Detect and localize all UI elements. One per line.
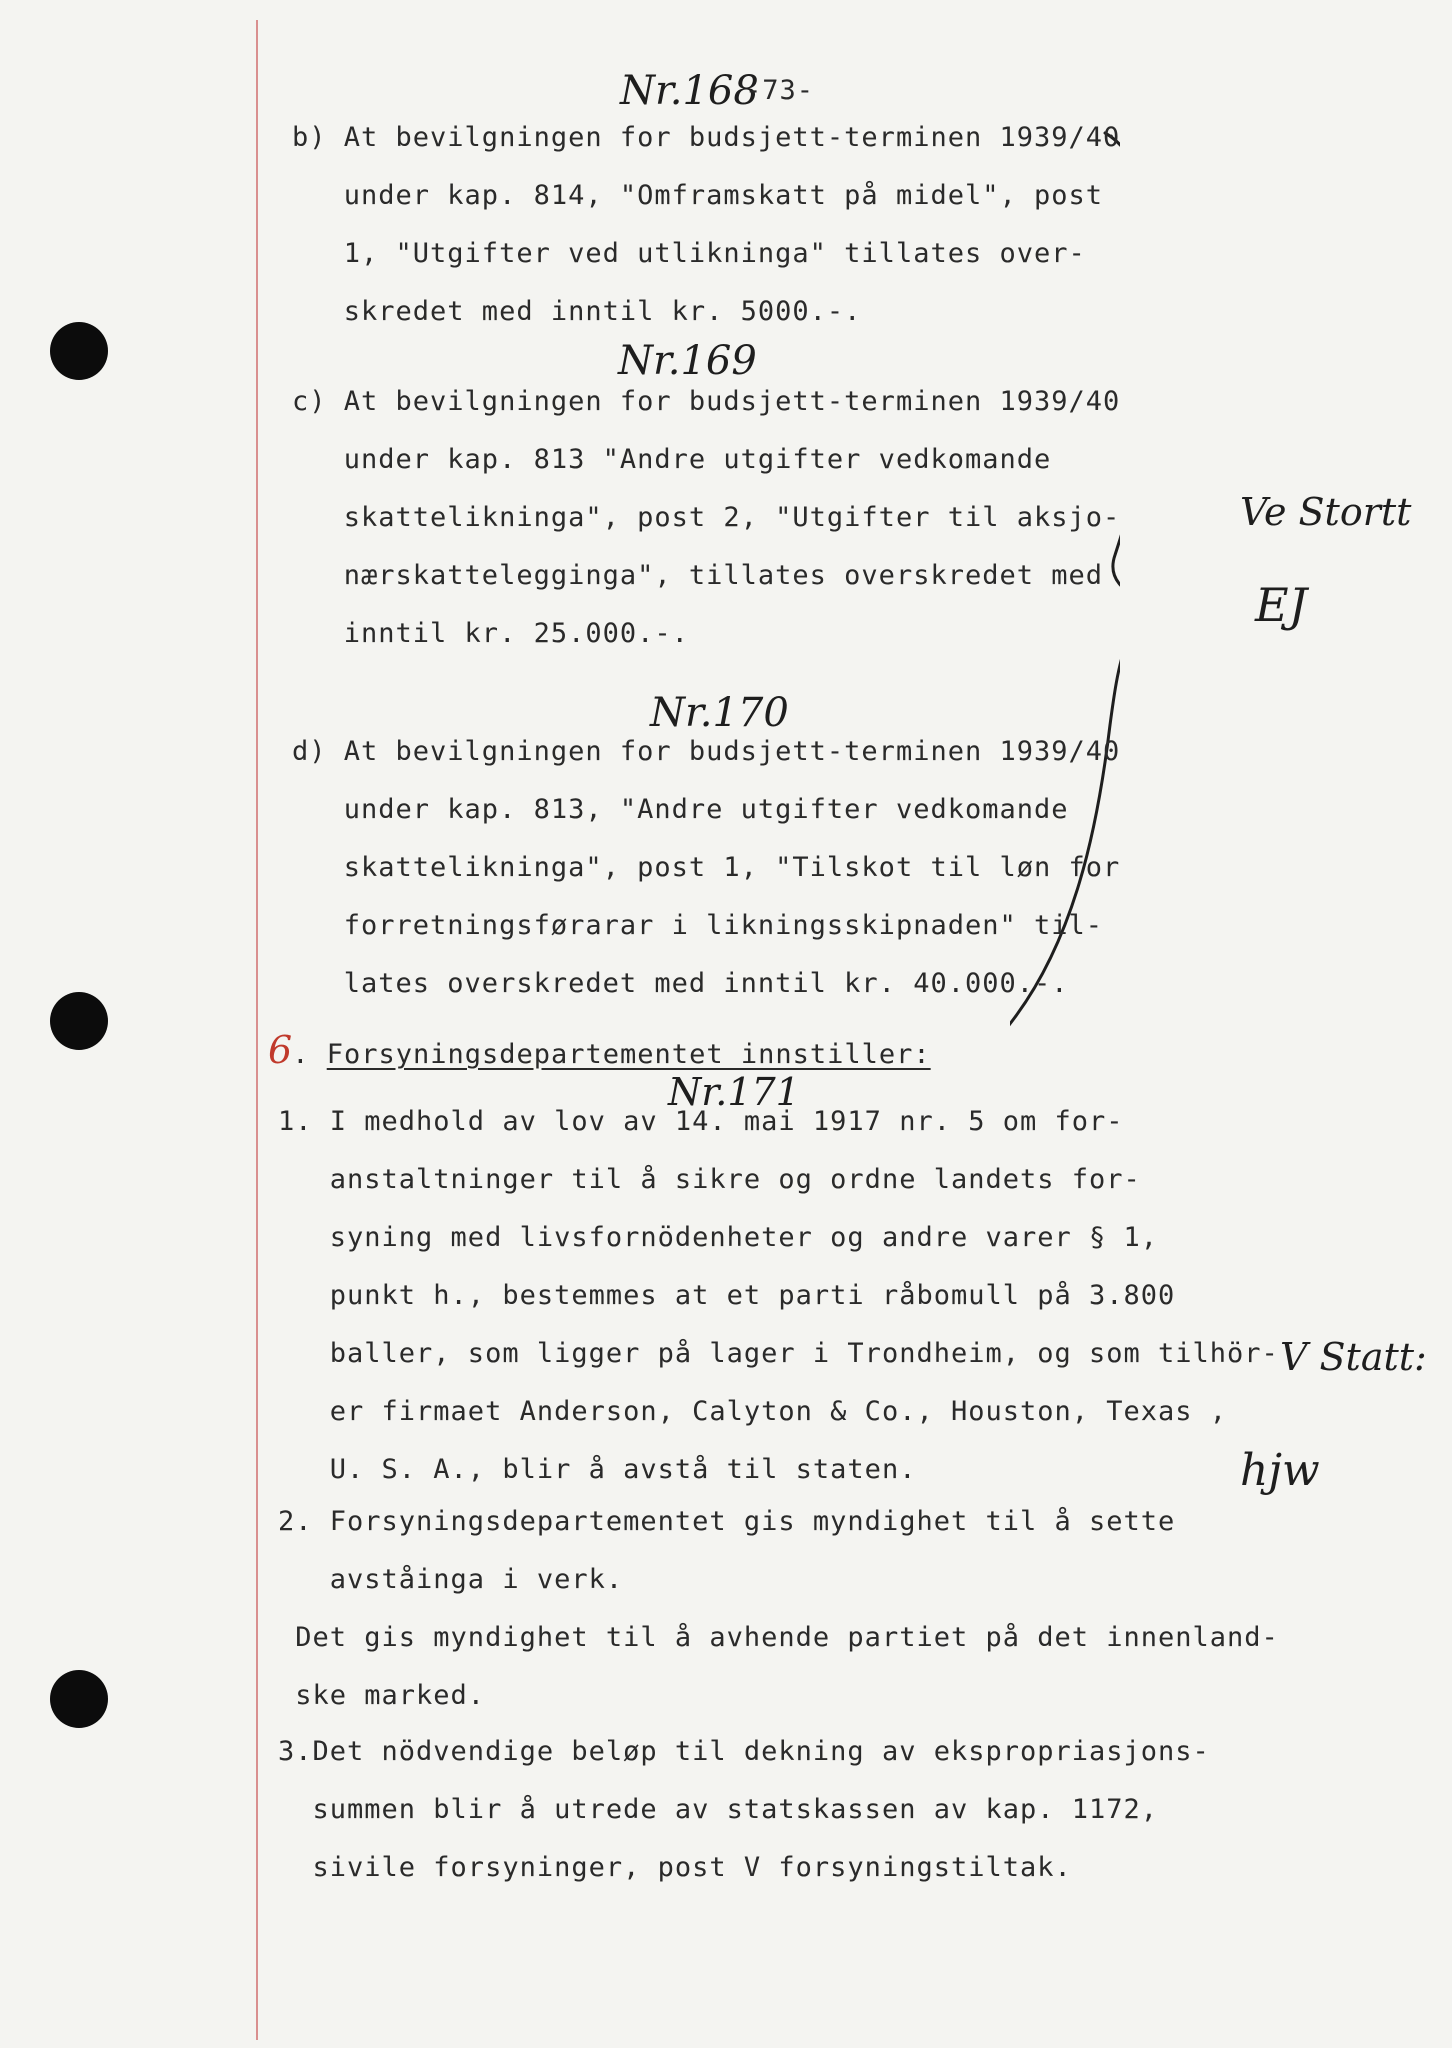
item-c-line-2: under kap. 813 "Andre utgifter vedkomande bbox=[292, 444, 1052, 475]
item-c-line-1: c) At bevilgningen for budsjett-terminen 1939/40 bbox=[292, 386, 1121, 417]
punch-hole-middle bbox=[50, 992, 108, 1050]
item-b-line-4: skredet med inntil kr. 5000.-. bbox=[292, 296, 862, 327]
p1-line-6: er firmaet Anderson, Calyton & Co., Houston, Texas , bbox=[278, 1396, 1228, 1427]
item-d-line-1: d) At bevilgningen for budsjett-terminen 1939/40 bbox=[292, 736, 1121, 767]
margin-note-bottom: V Statt: bbox=[1280, 1335, 1427, 1379]
p1-line-4: punkt h., bestemmes at et parti råbomull på 3.800 bbox=[278, 1280, 1176, 1311]
punch-hole-top bbox=[50, 322, 108, 380]
item-b-line-2: under kap. 814, "Omframskatt på midel", post bbox=[292, 180, 1104, 211]
p1-line-7: U. S. A., blir å avstå til staten. bbox=[278, 1454, 917, 1485]
item-d-line-2: under kap. 813, "Andre utgifter vedkomande bbox=[292, 794, 1069, 825]
item-c-line-4: nærskattelegginga", tillates overskredet med bbox=[292, 560, 1104, 591]
p3-line-1: 3.Det nödvendige beløp til dekning av ekspropriasjons- bbox=[278, 1736, 1210, 1767]
item-d-line-3: skattelikninga", post 1, "Tilskot til løn for bbox=[292, 852, 1121, 883]
section-6-heading bbox=[268, 1028, 931, 1072]
handwritten-nr170: Nr.170 bbox=[650, 690, 789, 736]
handwritten-nr168: Nr.168 bbox=[620, 68, 759, 114]
margin-note-top: Ve Stortt bbox=[1240, 490, 1412, 534]
item-c-line-3: skattelikninga", post 2, "Utgifter til aksjo- bbox=[292, 502, 1121, 533]
p1-line-5: baller, som ligger på lager i Trondheim, og som tilhör- bbox=[278, 1338, 1279, 1369]
item-b-line-3: 1, "Utgifter ved utlikninga" tillates over- bbox=[292, 238, 1086, 269]
p2-line-3: Det gis myndighet til å avhende partiet på det innenland- bbox=[278, 1622, 1279, 1653]
handwritten-nr171: Nr.171 bbox=[668, 1070, 800, 1114]
initials-bottom: hjw bbox=[1240, 1445, 1320, 1496]
p1-line-3: syning med livsfornödenheter og andre varer § 1, bbox=[278, 1222, 1159, 1253]
section-number: 6 bbox=[268, 1028, 293, 1072]
p3-line-2: summen blir å utrede av statskassen av kap. 1172, bbox=[278, 1794, 1159, 1825]
p2-line-1: 2. Forsyningsdepartementet gis myndighet til å sette bbox=[278, 1506, 1176, 1537]
p3-line-3: sivile forsyninger, post V forsyningstiltak. bbox=[278, 1852, 1072, 1883]
p1-line-1: 1. I medhold av lov av 14. mai 1917 nr. 5 om for- bbox=[278, 1106, 1124, 1137]
handwritten-nr169: Nr.169 bbox=[618, 338, 757, 384]
section-heading: Forsyningsdepartementet innstiller: bbox=[326, 1039, 931, 1070]
p1-line-2: anstaltninger til å sikre og ordne landets for- bbox=[278, 1164, 1141, 1195]
item-d-line-5: lates overskredet med inntil kr. 40.000.-. bbox=[292, 968, 1069, 999]
margin-rule bbox=[256, 20, 258, 2040]
p2-line-2: avståinga i verk. bbox=[278, 1564, 624, 1595]
initials-top: EJ bbox=[1255, 578, 1308, 632]
page-number: -73- bbox=[745, 75, 815, 106]
section-heading-dot: . bbox=[292, 1039, 327, 1070]
item-d-line-4: forretningsførarar i likningsskipnaden" til- bbox=[292, 910, 1104, 941]
punch-hole-bottom bbox=[50, 1670, 108, 1728]
p2-line-4: ske marked. bbox=[278, 1680, 486, 1711]
item-b-line-1: b) At bevilgningen for budsjett-terminen 1939/40 bbox=[292, 122, 1121, 153]
item-c-line-5: inntil kr. 25.000.-. bbox=[292, 618, 689, 649]
